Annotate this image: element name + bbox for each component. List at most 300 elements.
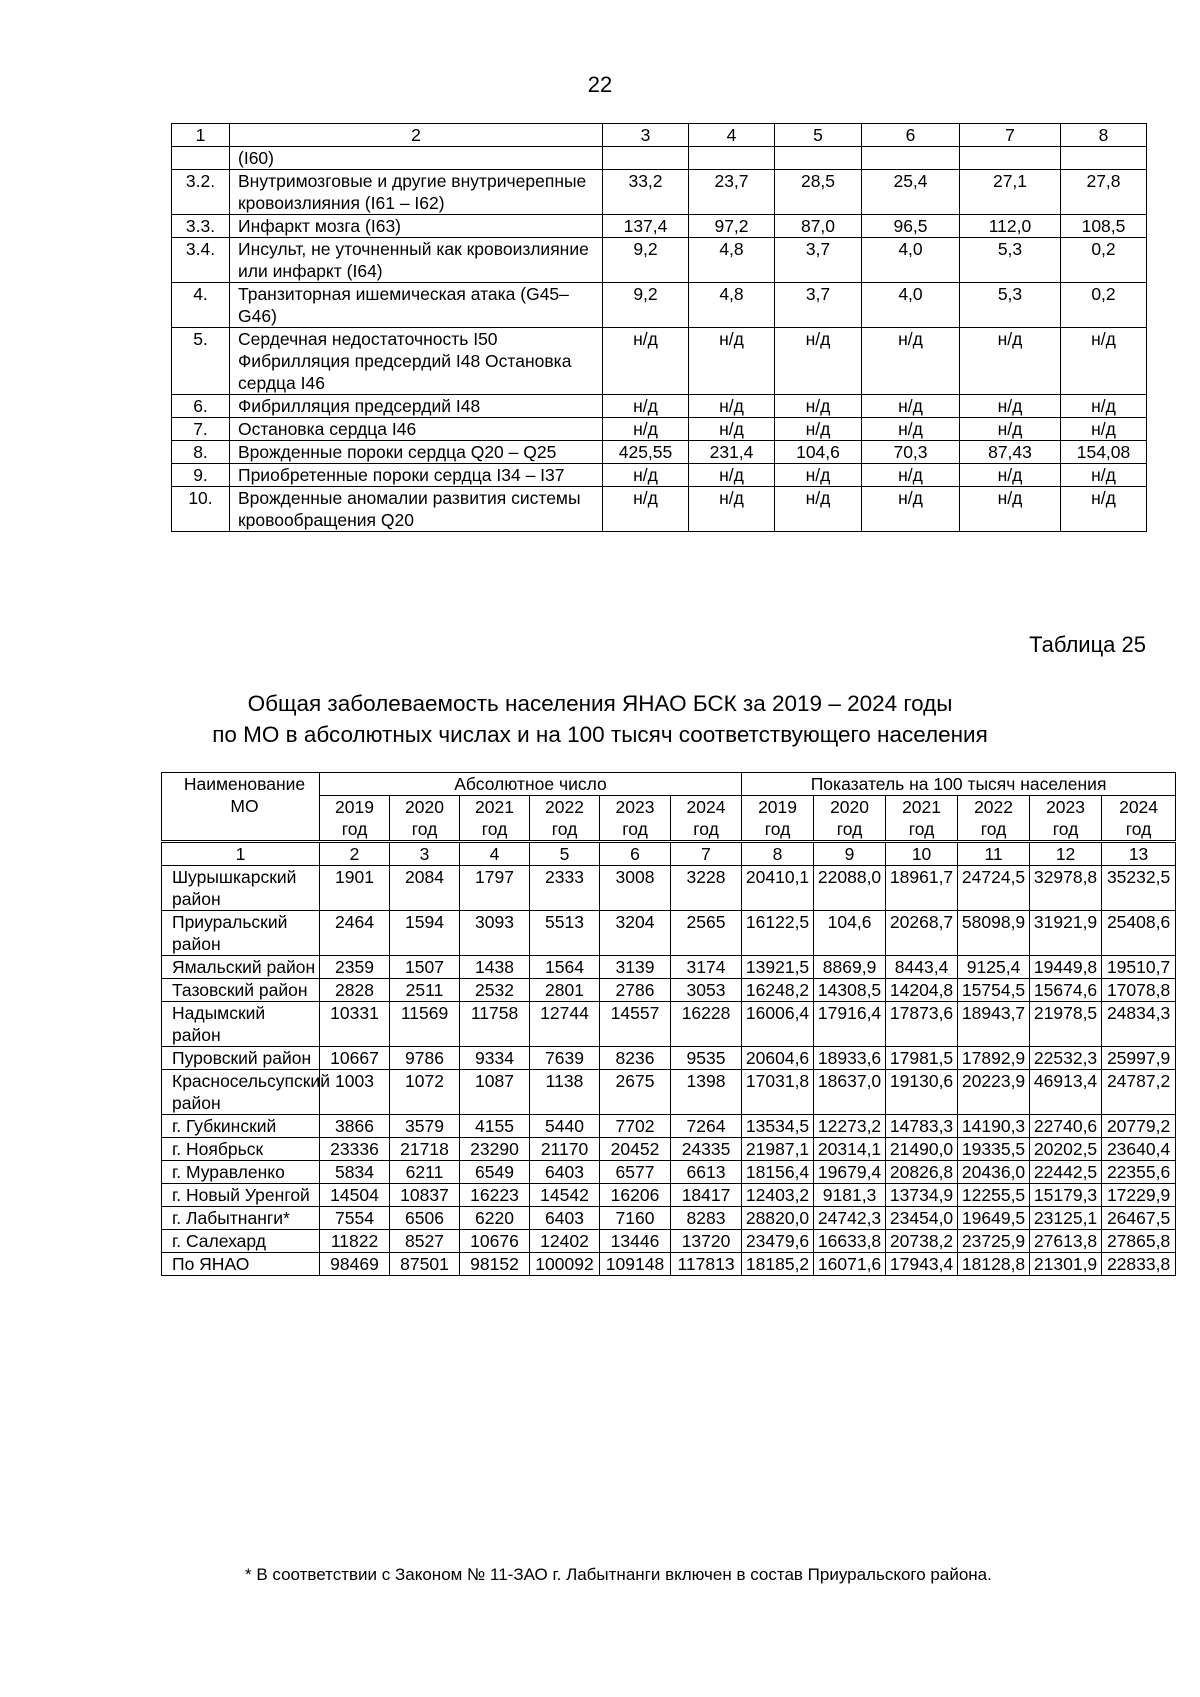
value-cell: 112,0: [960, 215, 1061, 238]
table-row: [162, 1184, 1176, 1207]
value-cell: 20826,8: [886, 1161, 958, 1184]
value-cell: 2828: [320, 979, 390, 1002]
mo-name-cell: Пуровский район: [162, 1047, 320, 1070]
mo-name-cell: г. Муравленко: [162, 1161, 320, 1184]
value-cell: 2532: [460, 979, 530, 1002]
indicator-name-cell: Врожденные аномалии развития системы кровообращения Q20: [230, 487, 603, 532]
value-cell: 1507: [390, 956, 460, 979]
value-cell: 117813: [671, 1253, 742, 1276]
value-cell: 4155: [460, 1115, 530, 1138]
value-cell: н/д: [862, 464, 960, 487]
value-cell: 2565: [671, 911, 742, 956]
table-row: [162, 866, 1176, 911]
value-cell: 1138: [530, 1070, 600, 1115]
value-cell: 6403: [530, 1207, 600, 1230]
value-cell: 21978,5: [1030, 1002, 1102, 1047]
value-cell: 109148: [600, 1253, 671, 1276]
value-cell: 17873,6: [886, 1002, 958, 1047]
table-row: [162, 979, 1176, 1002]
table-title-line-2: по МО в абсолютных числах и на 100 тысяч соответствующего населения: [212, 722, 988, 747]
value-cell: 9,2: [603, 283, 689, 328]
mo-name-cell: Тазовский район: [162, 979, 320, 1002]
value-cell: 17916,4: [814, 1002, 886, 1047]
header-row-column-numbers: [162, 842, 1176, 866]
table-row: [172, 441, 1147, 464]
value-cell: 10667: [320, 1047, 390, 1070]
table-row: [162, 1253, 1176, 1276]
row-number-cell: 5.: [172, 328, 230, 395]
value-cell: 3866: [320, 1115, 390, 1138]
value-cell: 18943,7: [958, 1002, 1030, 1047]
value-cell: 19649,5: [958, 1207, 1030, 1230]
value-cell: 14504: [320, 1184, 390, 1207]
table-row: [172, 328, 1147, 395]
value-cell: н/д: [960, 418, 1061, 441]
value-cell: 18128,8: [958, 1253, 1030, 1276]
value-cell: 104,6: [775, 441, 862, 464]
value-cell: 3139: [600, 956, 671, 979]
value-cell: 25,4: [862, 170, 960, 215]
value-cell: 24724,5: [958, 866, 1030, 911]
value-cell: 33,2: [603, 170, 689, 215]
value-cell: 7160: [600, 1207, 671, 1230]
value-cell: 16071,6: [814, 1253, 886, 1276]
year-header-cell: 2021 год: [460, 796, 530, 842]
value-cell: н/д: [862, 418, 960, 441]
column-number-cell: 13: [1102, 842, 1176, 866]
value-cell: 104,6: [814, 911, 886, 956]
value-cell: 20452: [600, 1138, 671, 1161]
value-cell: н/д: [1061, 464, 1147, 487]
value-cell: н/д: [775, 487, 862, 532]
value-cell: 23640,4: [1102, 1138, 1176, 1161]
value-cell: 16206: [600, 1184, 671, 1207]
value-cell: 4,0: [862, 238, 960, 283]
value-cell: 3,7: [775, 283, 862, 328]
value-cell: 11822: [320, 1230, 390, 1253]
value-cell: [1061, 147, 1147, 170]
value-cell: н/д: [1061, 328, 1147, 395]
column-number-cell: 8: [742, 842, 814, 866]
value-cell: 3228: [671, 866, 742, 911]
value-cell: 5,3: [960, 238, 1061, 283]
table-row: [162, 1002, 1176, 1047]
indicator-name-cell: Транзиторная ишемическая атака (G45–G46): [230, 283, 603, 328]
value-cell: 1901: [320, 866, 390, 911]
column-number-cell: 4: [460, 842, 530, 866]
value-cell: 10676: [460, 1230, 530, 1253]
value-cell: 27,8: [1061, 170, 1147, 215]
value-cell: 18933,6: [814, 1047, 886, 1070]
value-cell: н/д: [689, 487, 775, 532]
table-row: [172, 215, 1147, 238]
value-cell: 1072: [390, 1070, 460, 1115]
value-cell: 1087: [460, 1070, 530, 1115]
value-cell: 6506: [390, 1207, 460, 1230]
table-row: [162, 911, 1176, 956]
value-cell: 20202,5: [1030, 1138, 1102, 1161]
value-cell: 14190,3: [958, 1115, 1030, 1138]
value-cell: 4,8: [689, 283, 775, 328]
value-cell: 23,7: [689, 170, 775, 215]
value-cell: 2511: [390, 979, 460, 1002]
value-cell: 16122,5: [742, 911, 814, 956]
value-cell: [862, 147, 960, 170]
value-cell: 20779,2: [1102, 1115, 1176, 1138]
value-cell: 0,2: [1061, 238, 1147, 283]
value-cell: 2801: [530, 979, 600, 1002]
value-cell: 26467,5: [1102, 1207, 1176, 1230]
value-cell: 8527: [390, 1230, 460, 1253]
value-cell: 6613: [671, 1161, 742, 1184]
value-cell: 23290: [460, 1138, 530, 1161]
value-cell: 22442,5: [1030, 1161, 1102, 1184]
indicator-name-cell: Инсульт, не уточненный как кровоизлияние или инфаркт (I64): [230, 238, 603, 283]
value-cell: н/д: [689, 328, 775, 395]
column-number-cell: 1: [162, 842, 320, 866]
value-cell: [960, 147, 1061, 170]
mo-name-cell: г. Губкинский: [162, 1115, 320, 1138]
value-cell: 9334: [460, 1047, 530, 1070]
value-cell: 35232,5: [1102, 866, 1176, 911]
value-cell: 28820,0: [742, 1207, 814, 1230]
value-cell: 31921,9: [1030, 911, 1102, 956]
value-cell: 6577: [600, 1161, 671, 1184]
row-number-cell: 3.4.: [172, 238, 230, 283]
value-cell: 13534,5: [742, 1115, 814, 1138]
value-cell: 17229,9: [1102, 1184, 1176, 1207]
column-number-cell: 9: [814, 842, 886, 866]
value-cell: 15674,6: [1030, 979, 1102, 1002]
header-group-rate: Показатель на 100 тысяч населения: [742, 773, 1176, 796]
row-number-cell: 9.: [172, 464, 230, 487]
value-cell: 27613,8: [1030, 1230, 1102, 1253]
value-cell: 6549: [460, 1161, 530, 1184]
value-cell: 425,55: [603, 441, 689, 464]
value-cell: н/д: [1061, 395, 1147, 418]
value-cell: н/д: [960, 464, 1061, 487]
value-cell: н/д: [862, 328, 960, 395]
value-cell: н/д: [775, 418, 862, 441]
indicator-name-cell: Инфаркт мозга (I63): [230, 215, 603, 238]
value-cell: 20604,6: [742, 1047, 814, 1070]
value-cell: 5834: [320, 1161, 390, 1184]
value-cell: 11569: [390, 1002, 460, 1047]
column-number-cell: 7: [960, 124, 1061, 147]
table-row: [172, 487, 1147, 532]
value-cell: н/д: [689, 395, 775, 418]
table-row: [172, 464, 1147, 487]
column-number-cell: 10: [886, 842, 958, 866]
value-cell: н/д: [960, 487, 1061, 532]
table-row: [162, 1138, 1176, 1161]
value-cell: 1398: [671, 1070, 742, 1115]
value-cell: 24742,3: [814, 1207, 886, 1230]
column-number-cell: 6: [600, 842, 671, 866]
value-cell: 1564: [530, 956, 600, 979]
header-name-mo: Наименование МО: [162, 773, 320, 842]
value-cell: 13446: [600, 1230, 671, 1253]
value-cell: 8236: [600, 1047, 671, 1070]
value-cell: 25408,6: [1102, 911, 1176, 956]
value-cell: 3,7: [775, 238, 862, 283]
table-header-row: [172, 124, 1147, 147]
year-header-cell: 2022 год: [530, 796, 600, 842]
table-continuation: [171, 123, 1147, 532]
value-cell: 98152: [460, 1253, 530, 1276]
year-header-cell: 2019 год: [320, 796, 390, 842]
value-cell: 19510,7: [1102, 956, 1176, 979]
value-cell: 7702: [600, 1115, 671, 1138]
value-cell: 12255,5: [958, 1184, 1030, 1207]
value-cell: н/д: [862, 487, 960, 532]
value-cell: 8443,4: [886, 956, 958, 979]
value-cell: 98469: [320, 1253, 390, 1276]
value-cell: 9181,3: [814, 1184, 886, 1207]
value-cell: 18637,0: [814, 1070, 886, 1115]
value-cell: 12744: [530, 1002, 600, 1047]
value-cell: н/д: [603, 395, 689, 418]
value-cell: 17078,8: [1102, 979, 1176, 1002]
value-cell: 16248,2: [742, 979, 814, 1002]
value-cell: н/д: [603, 464, 689, 487]
value-cell: 20738,2: [886, 1230, 958, 1253]
table-row: [162, 1115, 1176, 1138]
value-cell: 12403,2: [742, 1184, 814, 1207]
value-cell: 9,2: [603, 238, 689, 283]
table-row: [172, 147, 1147, 170]
value-cell: 21987,1: [742, 1138, 814, 1161]
value-cell: 21718: [390, 1138, 460, 1161]
value-cell: н/д: [689, 464, 775, 487]
value-cell: 23725,9: [958, 1230, 1030, 1253]
column-number-cell: 2: [320, 842, 390, 866]
indicator-name-cell: (I60): [230, 147, 603, 170]
value-cell: 28,5: [775, 170, 862, 215]
value-cell: н/д: [689, 418, 775, 441]
value-cell: н/д: [960, 395, 1061, 418]
value-cell: 27865,8: [1102, 1230, 1176, 1253]
value-cell: 5513: [530, 911, 600, 956]
value-cell: 1438: [460, 956, 530, 979]
table-row: [172, 238, 1147, 283]
value-cell: 96,5: [862, 215, 960, 238]
value-cell: 1594: [390, 911, 460, 956]
value-cell: [775, 147, 862, 170]
table-row: [172, 283, 1147, 328]
value-cell: 18961,7: [886, 866, 958, 911]
column-number-cell: 5: [530, 842, 600, 866]
value-cell: 1797: [460, 866, 530, 911]
value-cell: 23454,0: [886, 1207, 958, 1230]
year-header-cell: 2022 год: [958, 796, 1030, 842]
value-cell: 3579: [390, 1115, 460, 1138]
header-row-groups: [162, 773, 1176, 796]
value-cell: 6211: [390, 1161, 460, 1184]
value-cell: 97,2: [689, 215, 775, 238]
value-cell: 18185,2: [742, 1253, 814, 1276]
value-cell: 14557: [600, 1002, 671, 1047]
value-cell: 5440: [530, 1115, 600, 1138]
table-row: [162, 1230, 1176, 1253]
value-cell: 14308,5: [814, 979, 886, 1002]
value-cell: 12402: [530, 1230, 600, 1253]
value-cell: 17892,9: [958, 1047, 1030, 1070]
mo-name-cell: Надымский район: [162, 1002, 320, 1047]
mo-name-cell: Приуральский район: [162, 911, 320, 956]
value-cell: 17981,5: [886, 1047, 958, 1070]
table-row: [172, 170, 1147, 215]
mo-name-cell: г. Лабытнанги*: [162, 1207, 320, 1230]
value-cell: 10837: [390, 1184, 460, 1207]
value-cell: 3008: [600, 866, 671, 911]
value-cell: 4,0: [862, 283, 960, 328]
value-cell: 21490,0: [886, 1138, 958, 1161]
value-cell: 11758: [460, 1002, 530, 1047]
value-cell: 14783,3: [886, 1115, 958, 1138]
value-cell: 2675: [600, 1070, 671, 1115]
value-cell: 14204,8: [886, 979, 958, 1002]
value-cell: н/д: [603, 418, 689, 441]
table-row: [172, 418, 1147, 441]
value-cell: 19130,6: [886, 1070, 958, 1115]
value-cell: 19679,4: [814, 1161, 886, 1184]
value-cell: 70,3: [862, 441, 960, 464]
value-cell: 27,1: [960, 170, 1061, 215]
mo-name-cell: Ямальский район: [162, 956, 320, 979]
value-cell: 20268,7: [886, 911, 958, 956]
value-cell: 16006,4: [742, 1002, 814, 1047]
value-cell: 20410,1: [742, 866, 814, 911]
value-cell: 1003: [320, 1070, 390, 1115]
value-cell: 58098,9: [958, 911, 1030, 956]
column-number-cell: 6: [862, 124, 960, 147]
value-cell: н/д: [603, 328, 689, 395]
value-cell: 2359: [320, 956, 390, 979]
column-number-cell: 1: [172, 124, 230, 147]
value-cell: 20223,9: [958, 1070, 1030, 1115]
value-cell: 154,08: [1061, 441, 1147, 464]
year-header-cell: 2024 год: [671, 796, 742, 842]
value-cell: 20314,1: [814, 1138, 886, 1161]
value-cell: 22355,6: [1102, 1161, 1176, 1184]
year-header-cell: 2024 год: [1102, 796, 1176, 842]
value-cell: 87,0: [775, 215, 862, 238]
value-cell: 2786: [600, 979, 671, 1002]
indicator-name-cell: Фибрилляция предсердий I48: [230, 395, 603, 418]
value-cell: 22088,0: [814, 866, 886, 911]
value-cell: 19449,8: [1030, 956, 1102, 979]
table-label: Таблица 25: [1029, 632, 1146, 657]
value-cell: 23125,1: [1030, 1207, 1102, 1230]
value-cell: 6220: [460, 1207, 530, 1230]
value-cell: н/д: [603, 487, 689, 532]
table-row: [172, 395, 1147, 418]
value-cell: 20436,0: [958, 1161, 1030, 1184]
mo-name-cell: По ЯНАО: [162, 1253, 320, 1276]
year-header-cell: 2021 год: [886, 796, 958, 842]
value-cell: 2333: [530, 866, 600, 911]
value-cell: 24834,3: [1102, 1002, 1176, 1047]
value-cell: 22532,3: [1030, 1047, 1102, 1070]
value-cell: н/д: [862, 395, 960, 418]
table-row: [162, 956, 1176, 979]
table-title-line-1: Общая заболеваемость населения ЯНАО БСК за 2019 – 2024 годы: [247, 691, 953, 716]
value-cell: 23336: [320, 1138, 390, 1161]
value-cell: 19335,5: [958, 1138, 1030, 1161]
value-cell: 32978,8: [1030, 866, 1102, 911]
value-cell: 46913,4: [1030, 1070, 1102, 1115]
value-cell: 17943,4: [886, 1253, 958, 1276]
year-header-cell: 2019 год: [742, 796, 814, 842]
column-number-cell: 7: [671, 842, 742, 866]
value-cell: 8869,9: [814, 956, 886, 979]
value-cell: 87,43: [960, 441, 1061, 464]
value-cell: 18417: [671, 1184, 742, 1207]
year-header-cell: 2023 год: [1030, 796, 1102, 842]
value-cell: 0,2: [1061, 283, 1147, 328]
value-cell: 15754,5: [958, 979, 1030, 1002]
value-cell: 14542: [530, 1184, 600, 1207]
value-cell: 16633,8: [814, 1230, 886, 1253]
indicator-name-cell: Внутримозговые и другие внутричерепные кровоизлияния (I61 – I62): [230, 170, 603, 215]
value-cell: 9535: [671, 1047, 742, 1070]
value-cell: 18156,4: [742, 1161, 814, 1184]
indicator-name-cell: Приобретенные пороки сердца I34 – I37: [230, 464, 603, 487]
header-group-absolute: Абсолютное число: [320, 773, 742, 796]
value-cell: 13921,5: [742, 956, 814, 979]
mo-name-cell: г. Новый Уренгой: [162, 1184, 320, 1207]
value-cell: 3174: [671, 956, 742, 979]
value-cell: 7264: [671, 1115, 742, 1138]
value-cell: 21170: [530, 1138, 600, 1161]
value-cell: н/д: [960, 328, 1061, 395]
value-cell: 24787,2: [1102, 1070, 1176, 1115]
value-cell: 23479,6: [742, 1230, 814, 1253]
value-cell: 9786: [390, 1047, 460, 1070]
footnote: * В соответствии с Законом № 11-ЗАО г. Лабытнанги включен в состав Приуральского района.: [245, 1565, 992, 1584]
table-25: [161, 772, 1176, 1276]
row-number-cell: [172, 147, 230, 170]
mo-name-cell: г. Ноябрьск: [162, 1138, 320, 1161]
table-row: [162, 1047, 1176, 1070]
value-cell: 22740,6: [1030, 1115, 1102, 1138]
row-number-cell: 8.: [172, 441, 230, 464]
row-number-cell: 4.: [172, 283, 230, 328]
value-cell: 2464: [320, 911, 390, 956]
value-cell: 7554: [320, 1207, 390, 1230]
value-cell: [689, 147, 775, 170]
value-cell: 6403: [530, 1161, 600, 1184]
value-cell: н/д: [775, 464, 862, 487]
value-cell: 3053: [671, 979, 742, 1002]
column-number-cell: 3: [603, 124, 689, 147]
value-cell: 9125,4: [958, 956, 1030, 979]
column-number-cell: 4: [689, 124, 775, 147]
row-number-cell: 3.2.: [172, 170, 230, 215]
value-cell: 24335: [671, 1138, 742, 1161]
value-cell: 25997,9: [1102, 1047, 1176, 1070]
year-header-cell: 2020 год: [814, 796, 886, 842]
value-cell: [603, 147, 689, 170]
table-row: [162, 1207, 1176, 1230]
value-cell: 8283: [671, 1207, 742, 1230]
column-number-cell: 12: [1030, 842, 1102, 866]
indicator-name-cell: Врожденные пороки сердца Q20 – Q25: [230, 441, 603, 464]
column-number-cell: 11: [958, 842, 1030, 866]
row-number-cell: 3.3.: [172, 215, 230, 238]
value-cell: 16223: [460, 1184, 530, 1207]
